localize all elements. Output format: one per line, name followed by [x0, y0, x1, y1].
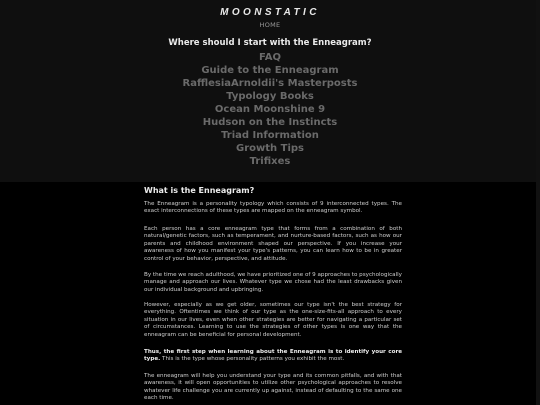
nav-item-typology-books[interactable]: Typology Books	[226, 91, 314, 102]
article-paragraph: The Enneagram is a personality typology which consists of 9 interconnected types. The exact interconnections of these types are mapped on the enneagram symbol.	[144, 201, 402, 215]
article-paragraph: However, especially as we get older, sometimes our type isn't the best strategy for everything. Oftentimes we think of our type as the one-size-fits-all approach to every situation in our lives, even when other strategies are better for navigating a particular set of circumstances. Learning to use the strategies of other types is one way that the enneagram can be beneficial for personal development.	[144, 302, 402, 338]
nav-item-faq[interactable]: FAQ	[259, 52, 281, 63]
article-paragraph: Each person has a core enneagram type that forms from a combination of both natural/genetic factors, such as temperament, and nurture-based factors, such as how our parents and childhood environment shaped our perspective. If you increase your awareness of how you manifest your type's patterns, you can learn how to be in greater control of your behavior, perspective, and attitude.	[144, 226, 402, 262]
nav-item-hudson-instincts[interactable]: Hudson on the Instincts	[202, 117, 338, 128]
article-text: This is the type whose personality patterns you exhibit the most.	[160, 356, 345, 363]
article-paragraph	[144, 349, 402, 364]
intro-question: Where should I start with the Enneagram?	[168, 38, 372, 48]
article-paragraph: The enneagram will help you understand your type and its common pitfalls, and with that awareness, it will open opportunities to utilize other psychological approaches to resolve whatever life challenge you are currently up against, instead of defaulting to the same one each time.	[144, 373, 402, 402]
article-paragraph: By the time we reach adulthood, we have prioritized one of 9 approaches to psychologically manage and approach our lives. Whatever type we chose had the least drawbacks given our individual background and upbringing.	[144, 272, 402, 293]
nav-item-triad-information[interactable]: Triad Information	[221, 130, 319, 141]
topic-nav	[0, 51, 540, 168]
home-link[interactable]: HOME	[259, 21, 281, 29]
nav-item-trifixes[interactable]: Trifixes	[249, 156, 291, 167]
nav-item-growth-tips[interactable]: Growth Tips	[236, 143, 304, 154]
article-emphasis: Thus, the first step when learning about the Enneagram is to identify your core type.	[144, 349, 402, 363]
scrollbar[interactable]	[536, 0, 540, 405]
article-heading: What is the Enneagram?	[144, 186, 255, 195]
site-title[interactable]: MOONSTATIC	[220, 7, 320, 18]
nav-item-masterposts[interactable]: RafflesiaArnoldii's Masterposts	[182, 78, 358, 89]
nav-item-ocean-moonshine[interactable]: Ocean Moonshine 9	[214, 104, 326, 115]
nav-item-guide[interactable]: Guide to the Enneagram	[201, 65, 339, 76]
